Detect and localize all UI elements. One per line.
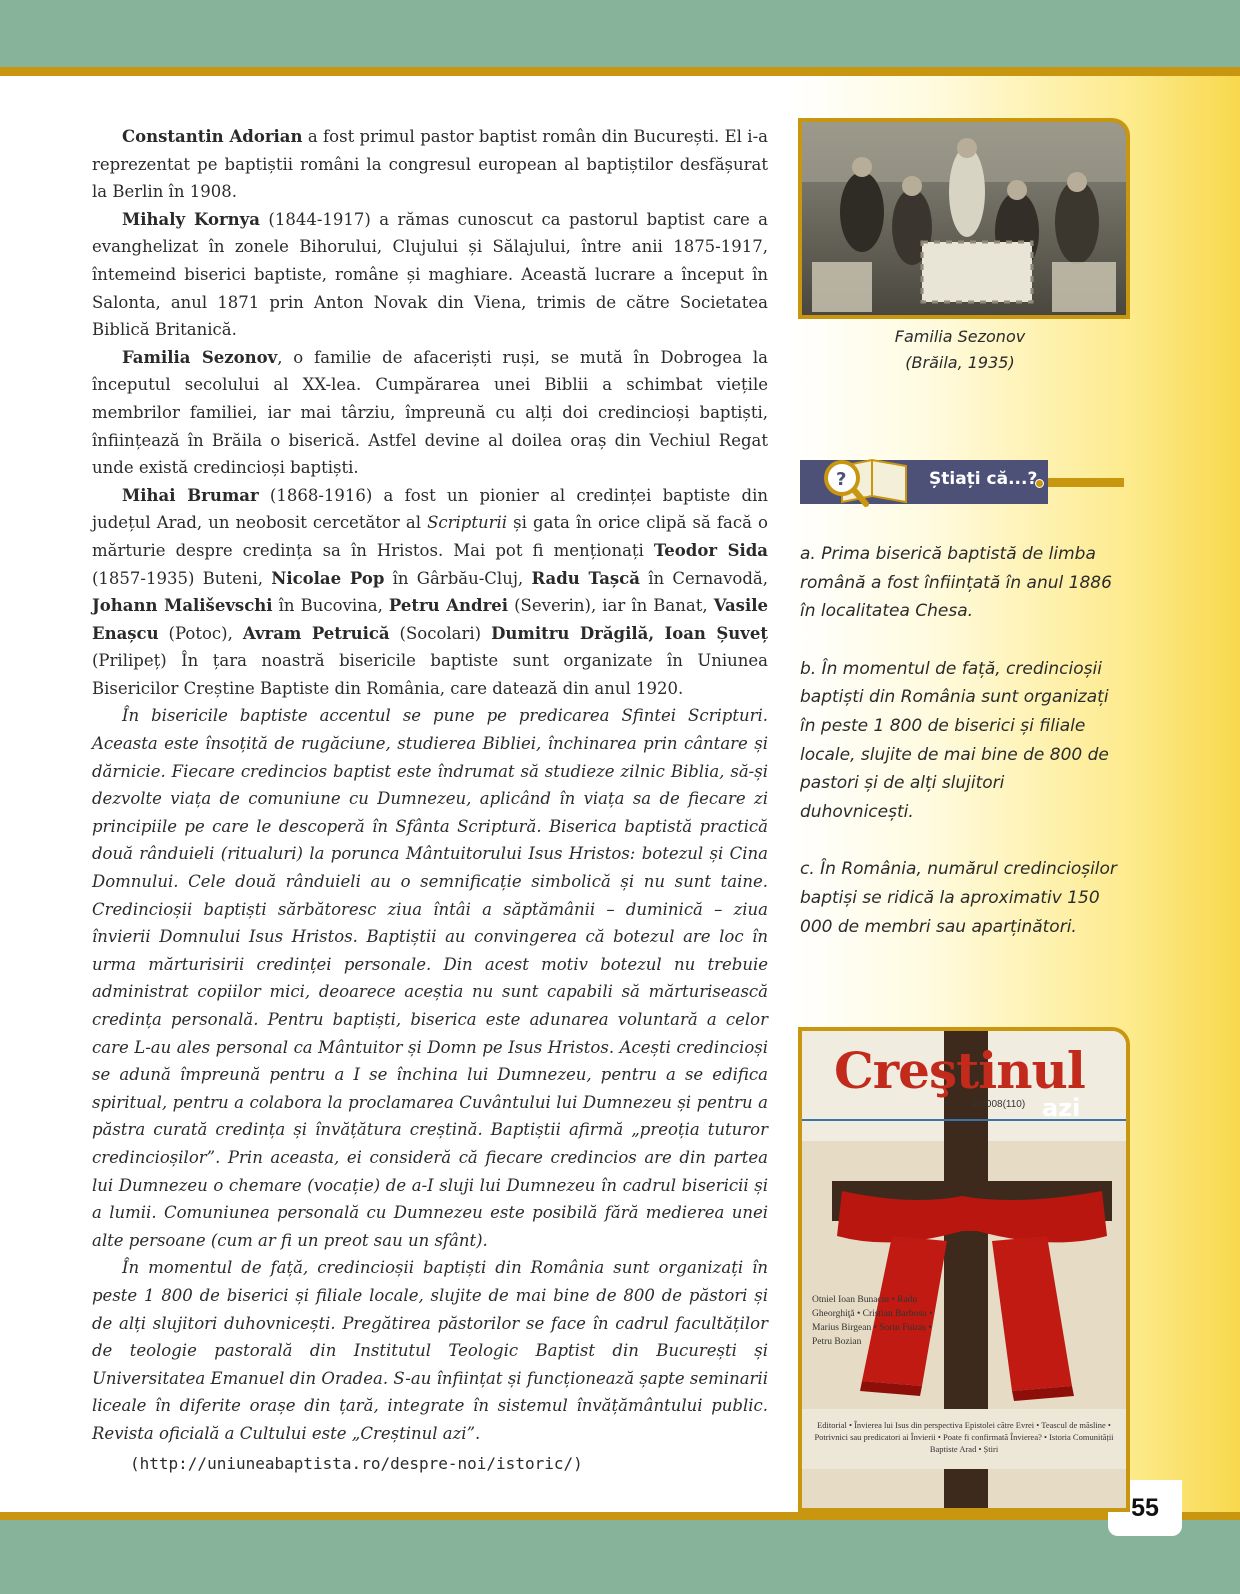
cover-title: Creştinul (834, 1041, 1085, 1100)
paragraph-adorian: Constantin Adorian a fost primul pastor baptist român din București. El i-a reprezentat pe baptiștii români la congresul european al baptiștilor desfășurat la Berlin în 1908. (92, 127, 768, 202)
fact-item: c. În România, numărul credincioșilor baptiși se ridică la aproximativ 150 000 de membri sau aparținători. (800, 859, 1117, 937)
name-highlight: Familia Sezonov (122, 347, 278, 367)
family-photo (798, 118, 1130, 319)
svg-text:?: ? (836, 469, 847, 490)
facts-list (800, 540, 1122, 970)
paragraph-kornya: Mihaly Kornya (1844-1917) a rămas cunoscut ca pastorul baptist care a evanghelizat în zonele Bihorului, Clujului și Sălajului, între anii 1875-1917, întemeind biserici baptiste, române și maghiare. Această lucrare a început în Salonta, anul 1871 prin Anton Novak din Viena, trimis de către Societatea Biblică Britanică. (92, 209, 768, 340)
know-title: Știați că...? (929, 469, 1038, 489)
top-rule (0, 67, 1240, 76)
cover-authors: Otniel Ioan Bunaciu • Radu Gheorghiţă • Cristian Barbosu • Marius Birgean • Sorin Fuiraș • Petru Bozian (812, 1295, 933, 1347)
know-banner-rule (1048, 478, 1124, 487)
paragraph-practices: În bisericile baptiste accentul se pune pe predicarea Sfintei Scripturi. Aceasta este însoțită de rugăciune, studierea Bibliei, închinarea prin cântare și dărnicie. Fiecare credincios baptist este îndrumat să studieze zilnic Biblia, să-și dezvolte viața de comuniune cu Dumnezeu, aplicând în viața sa de fiecare zi principiile pe care le descoperă în Sfânta Scriptură. Biserica baptistă practică două rânduieli (ritualuri) la porunca Mântuitorului Isus Hristos: botezul și Cina Domnului. Cele două rânduieli au o semnificație simbolică și nu sunt taine. Credincioșii baptiști sărbătoresc ziua întâi a săptămânii – duminică – ziua învierii Domnului Isus Hristos. Baptiștii au convingerea că botezul are loc în urma mărturisirii credinței personale. Din acest motiv botezul nu trebuie administrat copiilor mici, deoarece aceștia nu sunt capabili să mărturisească credința personală. Pentru baptiști, biserica este adunarea voluntară a celor care L-au ales personal ca Mântuitor și Domn pe Isus Hristos. Acești credincioși se adună împreună pentru a I se închina lui Dumnezeu, pentru a se edifica spiritual, pentru a colabora la proclamarea Cuvântului lui Dumnezeu și pentru a păstra curată credința și învățătura creștină. Baptiștii afirmă „preoția tuturor credincioșilor”. Prin aceasta, ei consideră că fiecare credincios are din partea lui Dumnezeu o chemare (vocație) de a-I sluji lui Dumnezeu în cadrul bisericii și a lumii. Comuniunea personală cu Dumnezeu este posibilă fără medierea unei alte persoane (cum ar fi un preot sau un sfânt). (92, 706, 768, 1250)
source-url: (http://uniuneabaptista.ro/despre-noi/istoric/) (130, 1453, 583, 1473)
name-highlight: Mihaly Kornya (122, 209, 260, 229)
paragraph-organization: În momentul de față, credincioșii baptiști din România sunt organizați în peste 1 800 de biserici și filiale locale, slujite de mai bine de 800 de păstori și de alți slujitori duhovnicești. Pregătirea păstorilor se face în cadrul facultăților de teologie pastorală din Institutul Teologic Baptist din București și Universitatea Emanuel din Oradea. S-au înființat și funcționează șapte seminarii liceale în diferite orașe din țară, integrate în sistemul învățământului public. Revista oficială a Cultului este „Creștinul azi”. (92, 1258, 768, 1443)
magazine-cover (798, 1027, 1130, 1512)
paragraph-sezonov: Familia Sezonov, o familie de afaceriști ruși, se mută în Dobrogea la începutul secolului al XX-lea. Cumpărarea unei Biblii a schimbat viețile membrilor familiei, iar mai târziu, împreună cu alți doi credincioși baptiști, înființează în Brăila o biserică. Astfel devine al doilea oraș din Vechiul Regat unde există credincioși baptiști. (92, 347, 768, 478)
book-magnifier-icon (820, 452, 910, 510)
photo-caption: Familia Sezonov (Brăila, 1935) (894, 327, 1026, 372)
fact-item: b. În momentul de față, credincioșii baptiști din România sunt organizați în peste 1 800 de biserici și filiale locale, slujite de mai bine de 800 de pastori și de alți slujitori duhovnicești. (800, 658, 1109, 822)
cover-subtitle: azi (1042, 1094, 1081, 1122)
bottom-band (0, 1520, 1240, 1594)
name-highlight: Constantin Adorian (122, 127, 303, 146)
top-band (0, 0, 1240, 67)
cover-contents: Editorial • Învierea lui Isus din perspectiva Epistolei către Evrei • Teascul de măsline • Potrivnici sau predicatori ai Învierii • Poate fi confirmată Învierea? • Istoria Comunității Baptiste Arad • Știri (814, 1420, 1114, 1454)
main-text (92, 123, 768, 1477)
bottom-rule (0, 1512, 1240, 1520)
paragraph-brumar: Mihai Brumar (1868-1916) a fost un pionier al credinței baptiste din județul Arad, un neobosit cercetător al Scripturii și gata în orice clipă să facă o mărturie despre credința sa în Hristos. Mai pot fi menționați Teodor Sida (1857-1935) Buteni, Nicolae Pop în Gârbău-Cluj, Radu Tașcă în Cernavodă, Johann Mališevschi în Bucovina, Petru Andrei (Severin), iar în Banat, Vasile Enașcu (Potoc), Avram Petruică (Socolari) Dumitru Drăgilă, Ioan Șuveț (Prilipeț) În țara noastră bisericile baptiste sunt organizate în Uniunea Bisericilor Creștine Baptiste din România, care datează din anul 1920. (92, 485, 769, 698)
cover-issue: 2/2008(110) (972, 1099, 1026, 1110)
fact-item: a. Prima biserică baptistă de limba română a fost înființată în anul 1886 în localitatea Chesa. (800, 544, 1112, 622)
page-number: 55 (1108, 1480, 1182, 1536)
